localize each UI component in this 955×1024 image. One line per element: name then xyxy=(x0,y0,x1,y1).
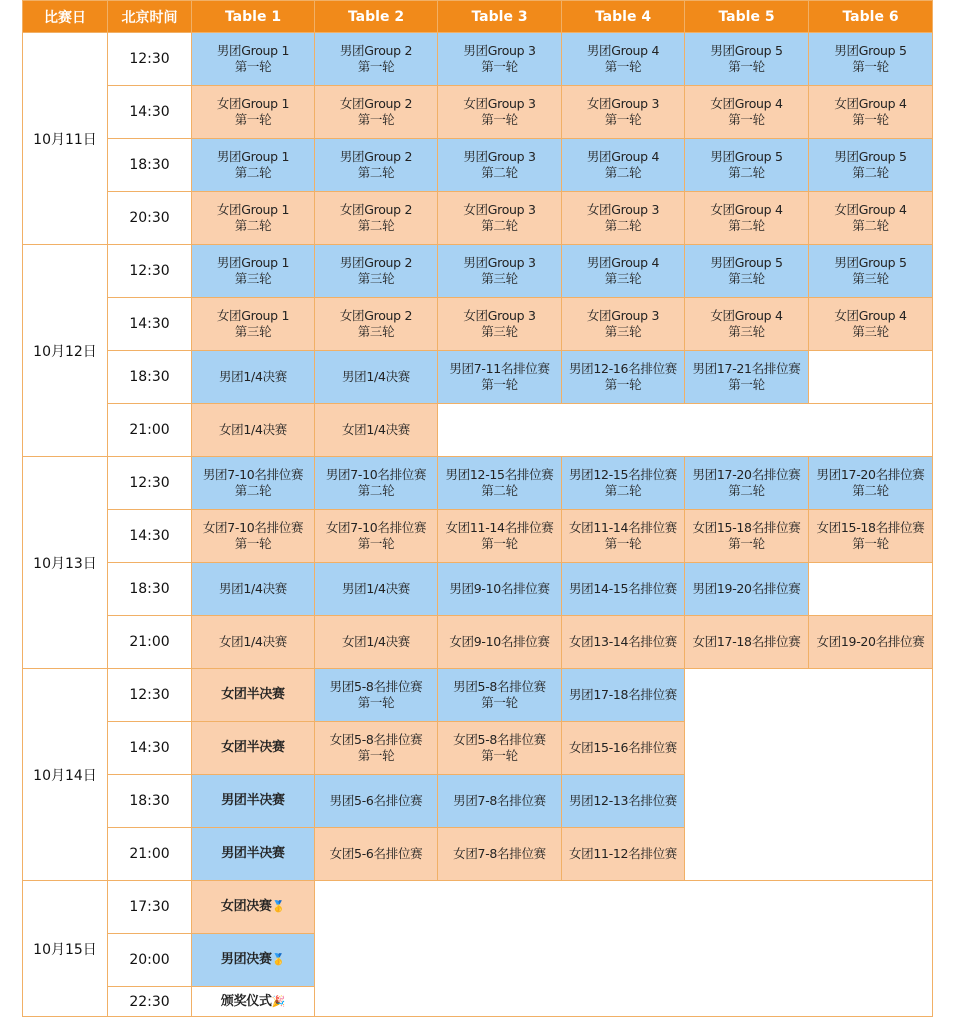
match-label: 男团17-21名排位赛 xyxy=(692,361,801,376)
match-label: 女团Group 3 xyxy=(463,96,536,111)
table-row xyxy=(23,616,933,669)
match-cell xyxy=(438,298,562,351)
match-cell xyxy=(315,192,438,245)
match-label: 男团7-11名排位赛 xyxy=(449,361,550,376)
medal-icon: 🥇 xyxy=(271,900,286,913)
match-cell xyxy=(192,510,315,563)
round-label: 第一轮 xyxy=(604,377,642,392)
empty-cell xyxy=(809,563,933,616)
table-row xyxy=(23,457,933,510)
match-label: 男团Group 4 xyxy=(586,255,660,270)
round-label: 第二轮 xyxy=(234,165,272,180)
round-label: 第二轮 xyxy=(357,218,395,233)
match-label: 男团Group 5 xyxy=(710,255,783,270)
round-label: 第二轮 xyxy=(604,218,642,233)
match-label: 男团Group 3 xyxy=(463,43,536,58)
schedule-table xyxy=(22,0,933,1017)
match-cell xyxy=(438,192,562,245)
match-label: 男团Group 3 xyxy=(463,255,536,270)
match-label: 女团7-10名排位赛 xyxy=(325,520,427,535)
match-cell: 女团19-20名排位赛 xyxy=(809,616,933,669)
table-row xyxy=(23,404,933,457)
match-label: 男团Group 2 xyxy=(339,149,413,164)
match-label: 男团Group 5 xyxy=(834,149,907,164)
time-cell: 14:30 xyxy=(108,722,192,775)
match-cell xyxy=(562,298,685,351)
match-label: 女团Group 2 xyxy=(339,96,413,111)
match-cell xyxy=(315,33,438,86)
round-label: 第三轮 xyxy=(604,324,642,339)
match-label: 男团Group 3 xyxy=(463,149,536,164)
match-label: 女团Group 4 xyxy=(834,202,907,217)
header-row xyxy=(23,1,933,33)
match-cell xyxy=(685,245,809,298)
match-cell xyxy=(685,351,809,404)
time-cell: 22:30 xyxy=(108,987,192,1017)
match-label: 男团17-20名排位赛 xyxy=(816,467,925,482)
table-row xyxy=(23,510,933,563)
match-cell xyxy=(438,351,562,404)
match-cell xyxy=(192,86,315,139)
match-cell xyxy=(685,139,809,192)
match-cell xyxy=(315,722,438,775)
round-label: 第二轮 xyxy=(234,218,272,233)
header-table-2: Table 2 xyxy=(315,1,438,33)
match-label: 男团Group 4 xyxy=(586,43,660,58)
time-cell: 17:30 xyxy=(108,881,192,934)
match-cell xyxy=(562,33,685,86)
match-cell: 男团9-10名排位赛 xyxy=(438,563,562,616)
time-cell: 18:30 xyxy=(108,775,192,828)
round-label: 第一轮 xyxy=(234,59,272,74)
match-cell xyxy=(438,86,562,139)
round-label: 第一轮 xyxy=(357,748,395,763)
day-cell: 10月12日 xyxy=(23,245,108,457)
match-cell xyxy=(192,192,315,245)
match-cell: 女团15-16名排位赛 xyxy=(562,722,685,775)
match-label: 女团15-18名排位赛 xyxy=(816,520,925,535)
time-cell: 20:30 xyxy=(108,192,192,245)
match-cell xyxy=(562,351,685,404)
time-cell: 18:30 xyxy=(108,139,192,192)
match-cell: 男团12-13名排位赛 xyxy=(562,775,685,828)
round-label: 第一轮 xyxy=(481,748,518,763)
match-cell xyxy=(809,33,933,86)
match-cell xyxy=(315,457,438,510)
match-cell xyxy=(192,457,315,510)
match-cell xyxy=(685,457,809,510)
round-label: 第二轮 xyxy=(852,483,889,498)
match-cell xyxy=(438,722,562,775)
match-label: 男团决赛 xyxy=(220,952,272,967)
match-label: 女团7-10名排位赛 xyxy=(202,520,304,535)
round-label: 第一轮 xyxy=(234,112,272,127)
match-cell: 女团5-6名排位赛 xyxy=(315,828,438,881)
match-cell: 男团1/4决赛 xyxy=(315,351,438,404)
match-cell xyxy=(192,987,315,1017)
header-table-6: Table 6 xyxy=(809,1,933,33)
match-cell xyxy=(809,192,933,245)
match-cell: 男团19-20名排位赛 xyxy=(685,563,809,616)
match-label: 男团5-8名排位赛 xyxy=(329,679,423,694)
match-cell: 女团1/4决赛 xyxy=(315,404,438,457)
match-cell: 男团半决赛 xyxy=(192,775,315,828)
match-label: 女团Group 4 xyxy=(710,308,783,323)
match-cell xyxy=(315,510,438,563)
round-label: 第三轮 xyxy=(604,271,642,286)
round-label: 第三轮 xyxy=(852,324,889,339)
round-label: 第三轮 xyxy=(357,324,395,339)
match-label: 女团5-8名排位赛 xyxy=(453,732,546,747)
round-label: 第一轮 xyxy=(852,536,889,551)
match-label: 男团5-8名排位赛 xyxy=(453,679,546,694)
time-cell: 21:00 xyxy=(108,828,192,881)
match-cell xyxy=(809,86,933,139)
table-row xyxy=(23,245,933,298)
time-cell: 14:30 xyxy=(108,86,192,139)
match-label: 男团12-16名排位赛 xyxy=(568,361,678,376)
table-row xyxy=(23,86,933,139)
header-time: 北京时间 xyxy=(108,1,192,33)
match-label: 男团Group 5 xyxy=(710,149,783,164)
round-label: 第一轮 xyxy=(357,695,395,710)
round-label: 第二轮 xyxy=(357,165,395,180)
round-label: 第一轮 xyxy=(728,536,765,551)
match-label: 男团12-15名排位赛 xyxy=(568,467,678,482)
round-label: 第三轮 xyxy=(357,271,395,286)
match-label: 女团Group 3 xyxy=(586,96,660,111)
match-cell xyxy=(192,33,315,86)
round-label: 第一轮 xyxy=(234,536,272,551)
match-label: 女团Group 3 xyxy=(586,308,660,323)
match-cell xyxy=(192,934,315,987)
header-table-5: Table 5 xyxy=(685,1,809,33)
match-cell xyxy=(562,192,685,245)
match-cell xyxy=(685,298,809,351)
match-cell xyxy=(438,33,562,86)
table-row xyxy=(23,33,933,86)
time-cell: 18:30 xyxy=(108,563,192,616)
table-row xyxy=(23,192,933,245)
match-label: 女团Group 4 xyxy=(710,202,783,217)
table-row xyxy=(23,298,933,351)
match-label: 男团Group 5 xyxy=(834,255,907,270)
empty-cell xyxy=(438,404,933,457)
day-cell: 10月15日 xyxy=(23,881,108,1017)
match-cell: 女团半决赛 xyxy=(192,669,315,722)
match-label: 女团Group 1 xyxy=(216,202,290,217)
round-label: 第二轮 xyxy=(852,218,889,233)
match-label: 女团决赛 xyxy=(220,899,272,914)
round-label: 第一轮 xyxy=(728,112,765,127)
match-cell: 女团13-14名排位赛 xyxy=(562,616,685,669)
match-label: 男团Group 2 xyxy=(339,43,413,58)
match-cell xyxy=(562,457,685,510)
match-cell xyxy=(809,510,933,563)
match-cell: 女团1/4决赛 xyxy=(315,616,438,669)
round-label: 第二轮 xyxy=(481,483,518,498)
medal-icon: 🥇 xyxy=(271,953,286,966)
round-label: 第二轮 xyxy=(604,483,642,498)
empty-cell xyxy=(315,881,933,1017)
match-cell: 女团半决赛 xyxy=(192,722,315,775)
match-label: 女团Group 2 xyxy=(339,308,413,323)
match-cell: 男团半决赛 xyxy=(192,828,315,881)
table-row xyxy=(23,351,933,404)
match-label: 男团12-15名排位赛 xyxy=(445,467,554,482)
match-label: 女团Group 4 xyxy=(834,308,907,323)
match-label: 男团7-10名排位赛 xyxy=(202,467,304,482)
match-cell xyxy=(192,139,315,192)
round-label: 第三轮 xyxy=(481,271,518,286)
match-cell xyxy=(315,245,438,298)
round-label: 第三轮 xyxy=(728,271,765,286)
match-label: 女团Group 3 xyxy=(586,202,660,217)
match-label: 男团7-10名排位赛 xyxy=(325,467,427,482)
match-label: 男团Group 1 xyxy=(216,255,290,270)
match-cell xyxy=(685,86,809,139)
match-cell: 女团7-8名排位赛 xyxy=(438,828,562,881)
match-label: 男团Group 2 xyxy=(339,255,413,270)
match-cell xyxy=(315,139,438,192)
empty-cell xyxy=(685,669,933,881)
round-label: 第一轮 xyxy=(604,59,642,74)
table-row xyxy=(23,563,933,616)
match-cell: 女团17-18名排位赛 xyxy=(685,616,809,669)
round-label: 第二轮 xyxy=(852,165,889,180)
match-cell xyxy=(562,139,685,192)
round-label: 第一轮 xyxy=(481,377,518,392)
match-cell xyxy=(438,457,562,510)
match-cell xyxy=(562,245,685,298)
round-label: 第一轮 xyxy=(852,112,889,127)
match-cell xyxy=(809,457,933,510)
match-cell xyxy=(192,881,315,934)
header-table-4: Table 4 xyxy=(562,1,685,33)
round-label: 第二轮 xyxy=(728,165,765,180)
match-label: 女团Group 3 xyxy=(463,308,536,323)
round-label: 第三轮 xyxy=(234,271,272,286)
match-cell: 女团9-10名排位赛 xyxy=(438,616,562,669)
round-label: 第一轮 xyxy=(728,377,765,392)
match-cell: 男团14-15名排位赛 xyxy=(562,563,685,616)
round-label: 第二轮 xyxy=(357,483,395,498)
match-label: 颁奖仪式 xyxy=(220,993,272,1009)
empty-cell xyxy=(809,351,933,404)
round-label: 第三轮 xyxy=(481,324,518,339)
match-cell xyxy=(562,86,685,139)
round-label: 第一轮 xyxy=(481,695,518,710)
round-label: 第二轮 xyxy=(234,483,272,498)
round-label: 第一轮 xyxy=(357,59,395,74)
time-cell: 14:30 xyxy=(108,298,192,351)
round-label: 第三轮 xyxy=(852,271,889,286)
match-label: 女团Group 4 xyxy=(834,96,907,111)
match-label: 女团15-18名排位赛 xyxy=(692,520,801,535)
round-label: 第一轮 xyxy=(604,112,642,127)
match-label: 女团Group 1 xyxy=(216,308,290,323)
round-label: 第二轮 xyxy=(728,483,765,498)
time-cell: 21:00 xyxy=(108,404,192,457)
match-cell: 男团7-8名排位赛 xyxy=(438,775,562,828)
round-label: 第二轮 xyxy=(728,218,765,233)
match-label: 女团11-14名排位赛 xyxy=(568,520,678,535)
header-table-1: Table 1 xyxy=(192,1,315,33)
time-cell: 14:30 xyxy=(108,510,192,563)
time-cell: 21:00 xyxy=(108,616,192,669)
match-label: 男团Group 5 xyxy=(834,43,907,58)
match-cell xyxy=(685,192,809,245)
match-label: 男团Group 4 xyxy=(586,149,660,164)
day-cell: 10月14日 xyxy=(23,669,108,881)
match-cell xyxy=(315,298,438,351)
party-popper-icon: 🎉 xyxy=(271,994,286,1008)
match-cell: 男团1/4决赛 xyxy=(192,563,315,616)
match-cell: 男团1/4决赛 xyxy=(192,351,315,404)
match-cell xyxy=(685,33,809,86)
round-label: 第一轮 xyxy=(728,59,765,74)
match-cell: 女团1/4决赛 xyxy=(192,404,315,457)
match-label: 女团Group 3 xyxy=(463,202,536,217)
round-label: 第二轮 xyxy=(481,165,518,180)
day-cell: 10月11日 xyxy=(23,33,108,245)
match-cell xyxy=(438,139,562,192)
match-cell xyxy=(438,245,562,298)
match-cell: 男团5-6名排位赛 xyxy=(315,775,438,828)
header-day: 比赛日 xyxy=(23,1,108,33)
round-label: 第二轮 xyxy=(604,165,642,180)
day-cell: 10月13日 xyxy=(23,457,108,669)
round-label: 第二轮 xyxy=(481,218,518,233)
match-cell xyxy=(315,86,438,139)
header-table-3: Table 3 xyxy=(438,1,562,33)
round-label: 第一轮 xyxy=(852,59,889,74)
match-cell xyxy=(562,510,685,563)
match-label: 女团Group 4 xyxy=(710,96,783,111)
match-label: 男团17-20名排位赛 xyxy=(692,467,801,482)
table-row xyxy=(23,669,933,722)
match-cell xyxy=(438,669,562,722)
table-row xyxy=(23,881,933,934)
round-label: 第一轮 xyxy=(481,59,518,74)
time-cell: 12:30 xyxy=(108,457,192,510)
round-label: 第一轮 xyxy=(357,112,395,127)
round-label: 第一轮 xyxy=(481,536,518,551)
round-label: 第一轮 xyxy=(357,536,395,551)
round-label: 第一轮 xyxy=(604,536,642,551)
match-cell: 男团1/4决赛 xyxy=(315,563,438,616)
time-cell: 18:30 xyxy=(108,351,192,404)
match-label: 男团Group 1 xyxy=(216,43,290,58)
match-cell xyxy=(192,245,315,298)
match-label: 女团11-14名排位赛 xyxy=(445,520,554,535)
match-label: 女团Group 1 xyxy=(216,96,290,111)
match-cell xyxy=(809,139,933,192)
match-cell: 女团11-12名排位赛 xyxy=(562,828,685,881)
round-label: 第三轮 xyxy=(234,324,272,339)
match-label: 男团Group 1 xyxy=(216,149,290,164)
match-cell xyxy=(809,298,933,351)
table-row xyxy=(23,139,933,192)
match-cell xyxy=(192,298,315,351)
match-cell xyxy=(438,510,562,563)
match-label: 女团5-8名排位赛 xyxy=(329,732,423,747)
match-cell: 女团1/4决赛 xyxy=(192,616,315,669)
match-cell: 男团17-18名排位赛 xyxy=(562,669,685,722)
time-cell: 20:00 xyxy=(108,934,192,987)
round-label: 第三轮 xyxy=(728,324,765,339)
match-cell xyxy=(685,510,809,563)
time-cell: 12:30 xyxy=(108,33,192,86)
match-label: 男团Group 5 xyxy=(710,43,783,58)
time-cell: 12:30 xyxy=(108,669,192,722)
match-cell xyxy=(809,245,933,298)
time-cell: 12:30 xyxy=(108,245,192,298)
round-label: 第一轮 xyxy=(481,112,518,127)
match-cell xyxy=(315,669,438,722)
match-label: 女团Group 2 xyxy=(339,202,413,217)
